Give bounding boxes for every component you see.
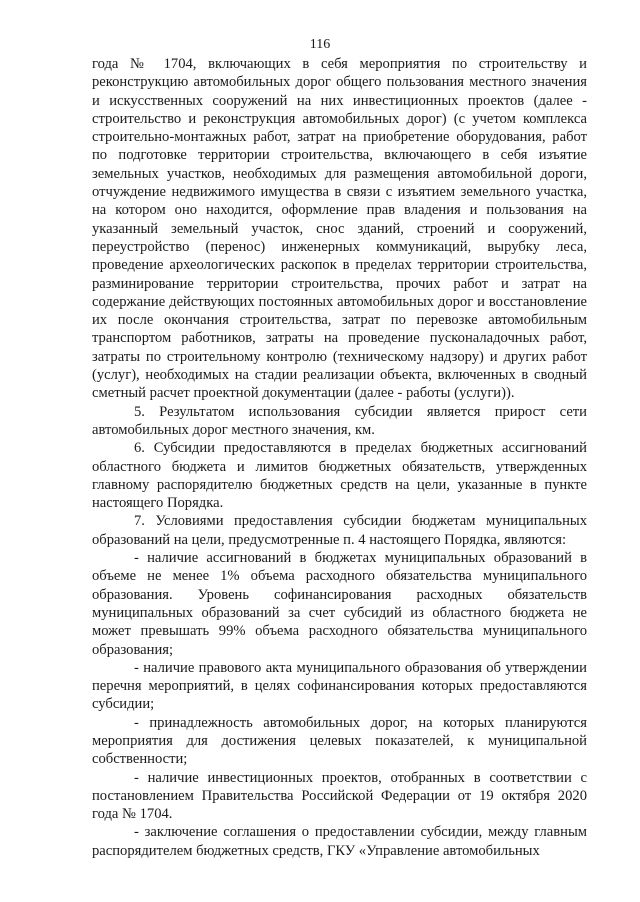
paragraph-continuation: года № 1704, включающих в себя мероприятия по строительству и реконструкцию автомобильных дорог общего пользования местного значения и искусственных сооружений на них инвестиционных проектов (далее - строительство и реконструкция автомобильных дорог) (с учетом комплекса строительно-монтажных работ, затрат на приобретение оборудования, работ по подготовке территории строительства, включающего в себя изъятие земельных участков, необходимых для размещения автомобильной дороги, отчуждение недвижимого имущества в связи с изъятием земельного участка, на котором оно находится, оформление прав владения и пользования на указанный земельный участок, снос зданий, строений и сооружений, переустройство (перенос) инженерных коммуникаций, вырубку леса, проведение археологических раскопок в пределах территории строительства, разминирование территории строительства, прочих работ и затрат на содержание действующих постоянных автомобильных дорог и восстановление их после окончания строительства, затрат по перевозке автомобильным транспортом работников, затраты на проведение пусконаладочных работ, затраты по строительному контролю (техническому надзору) и других работ (услуг), необходимых на стадии реализации объекта, включенных в сводный сметный расчет проектной документации (далее - работы (услуги)). <box>92 56 587 402</box>
paragraph-item-7: 7. Условиями предоставления субсидии бюджетам муниципальных образований на цели, предусмотренные п. 4 настоящего Порядка, являются: <box>92 513 587 548</box>
condition-road-ownership: - принадлежность автомобильных дорог, на которых планируются мероприятия для достижения целевых показателей, к муниципальной собственности; <box>92 714 587 768</box>
paragraph-item-5: 5. Результатом использования субсидии является прирост сети автомобильных дорог местного значения, км. <box>92 403 587 438</box>
condition-investment-projects: - наличие инвестиционных проектов, отобранных в соответствии с постановлением Правительства Российской Федерации от 19 октября 2020 года № 1704. <box>92 769 587 823</box>
condition-legal-act: - наличие правового акта муниципального образования об утверждении перечня мероприятий, в целях софинансирования которых предоставляются субсидии; <box>92 659 587 713</box>
condition-cofinancing: - наличие ассигнований в бюджетах муниципальных образований в объеме не менее 1% объема расходного обязательства муниципального образования. Уровень софинансирования расходных обязательств муниципальных образований за счет субсидий из областного бюджета не может превышать 99% объема расходного обязательства муниципального образования; <box>92 550 587 658</box>
page-number: 116 <box>309 37 331 52</box>
document-body <box>92 55 587 860</box>
condition-agreement: - заключение соглашения о предоставлении субсидии, между главным распорядителем бюджетных средств, ГКУ «Управление автомобильных <box>92 824 587 859</box>
paragraph-item-6: 6. Субсидии предоставляются в пределах бюджетных ассигнований областного бюджета и лимитов бюджетных обязательств, утвержденных главному распорядителю бюджетных средств на цели, указанные в пункте настоящего Порядка. <box>92 440 587 512</box>
